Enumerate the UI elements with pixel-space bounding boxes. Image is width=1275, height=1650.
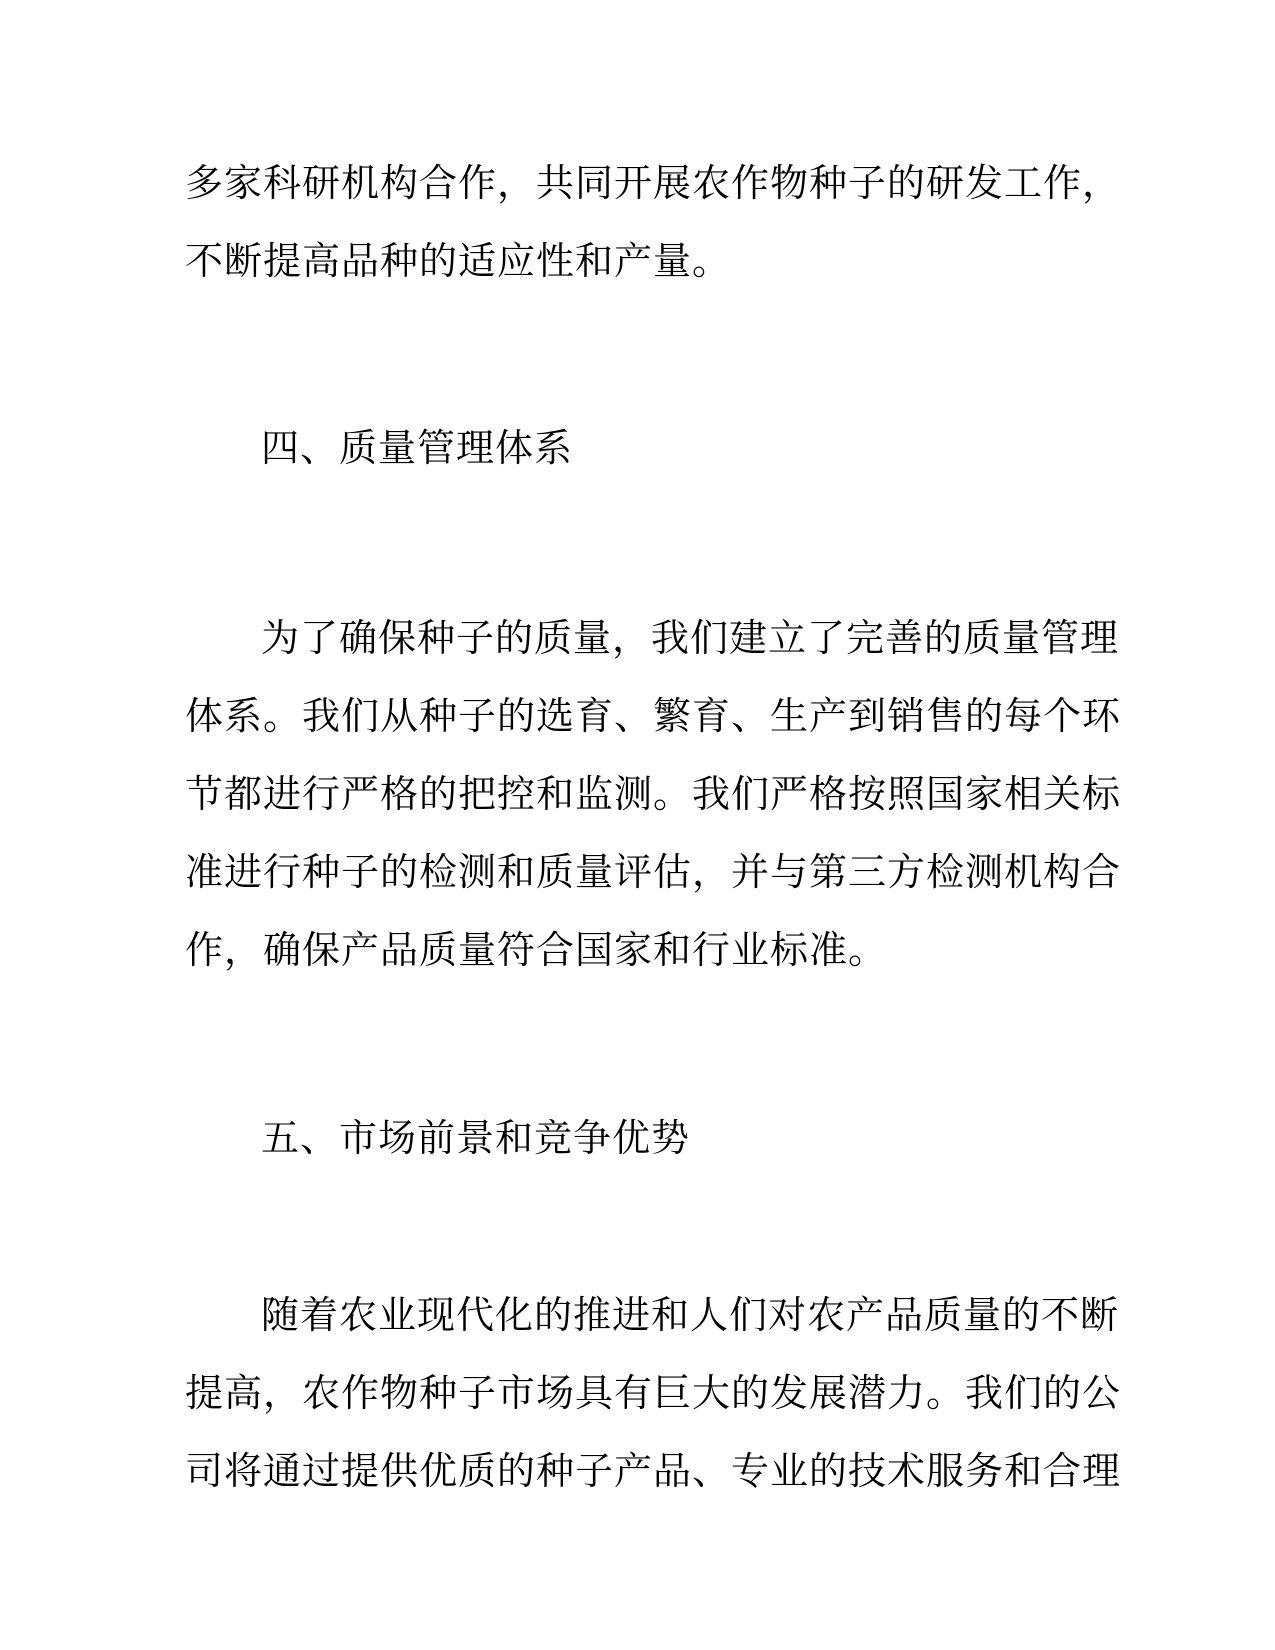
text-line: 司将通过提供优质的种子产品、专业的技术服务和合理: [185, 1451, 1122, 1493]
text-line: 多家科研机构合作，共同开展农作物种子的研发工作，: [185, 163, 1122, 205]
document-page: [185, 145, 1122, 1511]
text-line: 随着农业现代化的推进和人们对农产品质量的不断: [261, 1295, 1120, 1337]
text-line: 体系。我们从种子的选育、繁育、生产到销售的每个环: [185, 696, 1122, 738]
text-line: 作，确保产品质量符合国家和行业标准。: [185, 930, 888, 972]
paragraph-market-outlook: [185, 1277, 1122, 1511]
paragraph-quality-management: [185, 600, 1122, 990]
section-heading-5: [185, 1100, 1090, 1178]
heading-text: 四、质量管理体系: [261, 428, 574, 470]
text-line: 节都进行严格的把控和监测。我们严格按照国家相关标: [185, 774, 1122, 816]
section-heading-4: [185, 410, 1090, 488]
text-line: 准进行种子的检测和质量评估，并与第三方检测机构合: [185, 852, 1122, 894]
text-line: 不断提高品种的适应性和产量。: [185, 241, 732, 283]
heading-text: 五、市场前景和竞争优势: [261, 1118, 691, 1160]
text-line: 提高，农作物种子市场具有巨大的发展潜力。我们的公: [185, 1373, 1122, 1415]
text-line: 为了确保种子的质量，我们建立了完善的质量管理: [261, 618, 1120, 660]
paragraph-continued: [185, 145, 1122, 301]
